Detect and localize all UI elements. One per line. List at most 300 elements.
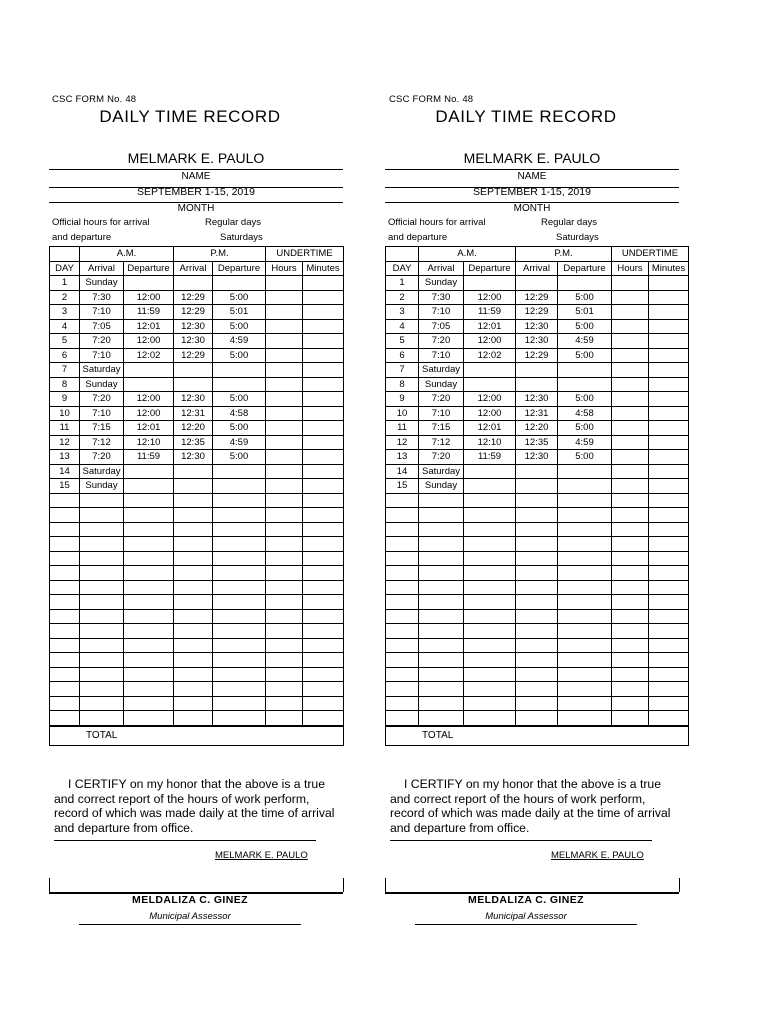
am-departure-cell: [464, 276, 516, 291]
pm-departure-cell: 5:00: [558, 290, 612, 305]
bracket-left: [49, 878, 50, 892]
minutes-cell: [303, 653, 344, 668]
am-arrival-cell: [80, 682, 124, 697]
table-row: [386, 682, 689, 697]
pm-arrival-cell: [174, 522, 213, 537]
pm-header: P.M.: [516, 247, 612, 262]
hours-cell: [612, 421, 649, 436]
regular-days-label: Regular days: [205, 217, 261, 228]
minutes-cell: [303, 479, 344, 494]
table-row: [50, 653, 344, 668]
day-cell: 12: [50, 435, 80, 450]
supervisor-name: MELDALIZA C. GINEZ: [468, 894, 584, 906]
bracket-right: [343, 878, 344, 892]
am-arrival-cell: [419, 624, 464, 639]
hours-cell: [612, 319, 649, 334]
am-arrival-cell: 7:10: [419, 348, 464, 363]
hours-cell: [266, 682, 303, 697]
pm-arrival-cell: 12:29: [516, 305, 558, 320]
hours-cell: [266, 566, 303, 581]
am-departure-cell: 12:00: [124, 334, 174, 349]
certify-line: record of which was made daily at the time of arrival: [390, 806, 671, 820]
hours-cell: [266, 493, 303, 508]
table-row: [386, 421, 689, 436]
day-cell: 7: [386, 363, 419, 378]
am-departure-cell: 12:10: [124, 435, 174, 450]
minutes-cell: [303, 319, 344, 334]
minutes-cell: [303, 363, 344, 378]
supervisor-name: MELDALIZA C. GINEZ: [132, 894, 248, 906]
hours-cell: [612, 305, 649, 320]
minutes-cell: [303, 566, 344, 581]
hours-cell: [612, 450, 649, 465]
pm-departure-cell: 4:58: [213, 406, 266, 421]
am-arrival-cell: 7:10: [80, 406, 124, 421]
am-departure-cell: 11:59: [464, 450, 516, 465]
pm-arrival-cell: 12:30: [516, 319, 558, 334]
am-departure-cell: [124, 711, 174, 726]
pm-arrival-cell: [516, 493, 558, 508]
minutes-cell: [303, 595, 344, 610]
day-cell: [386, 667, 419, 682]
pm-departure-cell: 5:00: [558, 319, 612, 334]
pm-departure-cell: [558, 551, 612, 566]
divider: [415, 924, 637, 925]
pm-departure-cell: 5:00: [558, 450, 612, 465]
minutes-cell: [649, 682, 689, 697]
day-cell: [386, 493, 419, 508]
pm-arrival-cell: [174, 551, 213, 566]
am-arrival-cell: [419, 667, 464, 682]
hours-cell: [266, 624, 303, 639]
pm-arrival-cell: [516, 667, 558, 682]
day-cell: 2: [386, 290, 419, 305]
pm-arrival-cell: [174, 479, 213, 494]
am-departure-cell: [124, 363, 174, 378]
table-row: [386, 551, 689, 566]
table-row: [50, 609, 344, 624]
pm-arrival-cell: 12:20: [174, 421, 213, 436]
minutes-cell: [303, 667, 344, 682]
pm-departure-cell: [213, 551, 266, 566]
am-arrival-cell: [419, 537, 464, 552]
minutes-cell: [649, 551, 689, 566]
official-hours-label: Official hours for arrival: [52, 217, 150, 228]
pm-departure-cell: [213, 595, 266, 610]
pm-arrival-cell: [516, 276, 558, 291]
pm-departure-cell: [558, 377, 612, 392]
hours-header: Hours: [612, 261, 649, 276]
employee-name: MELMARK E. PAULO: [127, 150, 265, 166]
am-departure-cell: [464, 711, 516, 726]
pm-departure-cell: 5:00: [213, 319, 266, 334]
minutes-cell: [649, 595, 689, 610]
pm-departure-cell: 5:00: [213, 348, 266, 363]
table-row: [386, 508, 689, 523]
undertime-header: UNDERTIME: [612, 247, 689, 262]
hours-cell: [612, 290, 649, 305]
day-cell: [50, 696, 80, 711]
pm-departure-cell: [213, 522, 266, 537]
day-cell: 3: [50, 305, 80, 320]
am-arrival-cell: 7:15: [80, 421, 124, 436]
am-arrival-cell: 7:30: [419, 290, 464, 305]
day-cell: [50, 682, 80, 697]
am-arrival-cell: Sunday: [80, 479, 124, 494]
hours-cell: [612, 566, 649, 581]
am-arrival-cell: [80, 624, 124, 639]
pm-arrival-cell: [174, 464, 213, 479]
pm-arrival-cell: [516, 638, 558, 653]
am-departure-header: Departure: [464, 261, 516, 276]
pm-departure-cell: [213, 566, 266, 581]
am-departure-cell: 12:10: [464, 435, 516, 450]
pm-departure-cell: 5:00: [558, 392, 612, 407]
day-cell: 15: [50, 479, 80, 494]
am-departure-cell: 12:02: [464, 348, 516, 363]
pm-arrival-cell: [516, 377, 558, 392]
am-arrival-cell: [419, 638, 464, 653]
pm-departure-cell: [558, 276, 612, 291]
am-arrival-cell: [419, 566, 464, 581]
signature-line: [390, 840, 652, 841]
hours-cell: [612, 595, 649, 610]
am-departure-cell: 12:00: [464, 290, 516, 305]
pm-departure-cell: [558, 609, 612, 624]
minutes-header: Minutes: [303, 261, 344, 276]
pm-arrival-header: Arrival: [174, 261, 213, 276]
pm-arrival-cell: 12:30: [174, 450, 213, 465]
am-arrival-cell: Saturday: [419, 464, 464, 479]
pm-departure-cell: [213, 624, 266, 639]
minutes-cell: [303, 537, 344, 552]
minutes-cell: [649, 493, 689, 508]
pm-departure-cell: [213, 363, 266, 378]
pm-departure-cell: [558, 522, 612, 537]
table-header-row: [50, 247, 344, 262]
am-arrival-cell: [419, 682, 464, 697]
am-arrival-cell: Sunday: [80, 276, 124, 291]
am-arrival-cell: [419, 580, 464, 595]
minutes-cell: [303, 290, 344, 305]
minutes-cell: [649, 435, 689, 450]
pm-departure-cell: [213, 682, 266, 697]
saturdays-label: Saturdays: [220, 232, 263, 243]
certify-line: and correct report of the hours of work perform,: [54, 791, 310, 806]
day-cell: 5: [50, 334, 80, 349]
day-cell: 6: [386, 348, 419, 363]
pm-arrival-cell: [174, 711, 213, 726]
pm-departure-cell: 4:58: [558, 406, 612, 421]
hours-cell: [612, 580, 649, 595]
pm-departure-cell: 4:59: [558, 334, 612, 349]
minutes-cell: [303, 508, 344, 523]
am-departure-cell: [124, 276, 174, 291]
supervisor-position: Municipal Assessor: [485, 911, 567, 922]
pm-departure-cell: [558, 566, 612, 581]
pm-arrival-cell: 12:30: [174, 334, 213, 349]
day-cell: 14: [386, 464, 419, 479]
day-cell: [386, 682, 419, 697]
table-row: [386, 392, 689, 407]
table-row: [386, 435, 689, 450]
table-row: [386, 290, 689, 305]
day-cell: 11: [386, 421, 419, 436]
pm-arrival-cell: [516, 609, 558, 624]
minutes-cell: [649, 479, 689, 494]
day-cell: [50, 580, 80, 595]
pm-departure-cell: 5:00: [213, 392, 266, 407]
table-subheader-row: [386, 261, 689, 276]
day-cell: [50, 566, 80, 581]
table-row: [386, 609, 689, 624]
am-departure-cell: 12:00: [124, 406, 174, 421]
day-cell: [386, 537, 419, 552]
name-caption: NAME: [517, 171, 547, 182]
am-arrival-cell: [419, 609, 464, 624]
table-row: [386, 595, 689, 610]
am-arrival-cell: 7:30: [80, 290, 124, 305]
am-departure-cell: 12:01: [464, 421, 516, 436]
hours-cell: [612, 464, 649, 479]
hours-cell: [266, 479, 303, 494]
am-arrival-cell: [80, 537, 124, 552]
hours-cell: [266, 551, 303, 566]
table-row: [50, 305, 344, 320]
day-cell: [50, 711, 80, 726]
pm-arrival-cell: 12:29: [174, 305, 213, 320]
divider: [49, 169, 343, 170]
am-departure-cell: 12:00: [464, 406, 516, 421]
am-departure-cell: [464, 522, 516, 537]
am-arrival-cell: [80, 508, 124, 523]
hours-cell: [612, 522, 649, 537]
pm-arrival-cell: [516, 522, 558, 537]
minutes-cell: [303, 580, 344, 595]
day-cell: 13: [50, 450, 80, 465]
minutes-cell: [303, 334, 344, 349]
am-departure-cell: [464, 377, 516, 392]
pm-departure-cell: [213, 580, 266, 595]
total-label: TOTAL: [50, 726, 344, 746]
table-row: [50, 493, 344, 508]
certify-line: I CERTIFY on my honor that the above is a true: [404, 777, 661, 791]
pm-departure-cell: [213, 696, 266, 711]
official-hours-label-2: and departure: [388, 232, 448, 243]
pm-departure-cell: [213, 276, 266, 291]
table-row: [386, 537, 689, 552]
period: SEPTEMBER 1-15, 2019: [473, 186, 591, 198]
minutes-cell: [303, 377, 344, 392]
am-arrival-cell: 7:20: [80, 450, 124, 465]
day-cell: [50, 551, 80, 566]
table-row: [50, 537, 344, 552]
minutes-cell: [649, 334, 689, 349]
minutes-cell: [649, 667, 689, 682]
hours-cell: [266, 319, 303, 334]
month-caption: MONTH: [513, 203, 551, 214]
am-arrival-cell: [80, 696, 124, 711]
am-departure-cell: [464, 551, 516, 566]
saturdays-label: Saturdays: [556, 232, 599, 243]
pm-departure-cell: [558, 638, 612, 653]
day-cell: [386, 522, 419, 537]
day-cell: 10: [50, 406, 80, 421]
am-departure-cell: [124, 667, 174, 682]
regular-days-label: Regular days: [541, 217, 597, 228]
day-cell: [386, 595, 419, 610]
am-departure-cell: [464, 464, 516, 479]
pm-arrival-cell: [174, 667, 213, 682]
pm-arrival-cell: 12:30: [516, 334, 558, 349]
pm-arrival-cell: [516, 566, 558, 581]
pm-arrival-cell: [174, 609, 213, 624]
pm-departure-header: Departure: [213, 261, 266, 276]
am-departure-cell: 12:00: [464, 334, 516, 349]
am-arrival-cell: 7:15: [419, 421, 464, 436]
pm-departure-cell: [558, 508, 612, 523]
day-cell: 2: [50, 290, 80, 305]
employee-signature-name: MELMARK E. PAULO: [215, 850, 308, 861]
time-record-table: [385, 246, 689, 746]
am-departure-cell: [124, 522, 174, 537]
pm-departure-header: Departure: [558, 261, 612, 276]
day-cell: 10: [386, 406, 419, 421]
pm-arrival-cell: 12:29: [174, 348, 213, 363]
table-row: [386, 464, 689, 479]
official-hours-label: Official hours for arrival: [388, 217, 486, 228]
certify-line: and correct report of the hours of work perform,: [390, 791, 646, 806]
minutes-cell: [649, 653, 689, 668]
minutes-cell: [649, 421, 689, 436]
table-body: [50, 276, 344, 726]
table-row: [386, 667, 689, 682]
am-arrival-cell: Sunday: [419, 377, 464, 392]
certification-text: [390, 777, 680, 835]
hours-cell: [266, 348, 303, 363]
hours-cell: [266, 580, 303, 595]
minutes-cell: [649, 566, 689, 581]
pm-arrival-cell: [516, 464, 558, 479]
month-caption: MONTH: [177, 203, 215, 214]
am-departure-cell: [464, 638, 516, 653]
table-row: [50, 566, 344, 581]
minutes-cell: [649, 392, 689, 407]
minutes-cell: [649, 377, 689, 392]
table-row: [50, 290, 344, 305]
hours-cell: [612, 276, 649, 291]
pm-arrival-header: Arrival: [516, 261, 558, 276]
minutes-cell: [303, 696, 344, 711]
table-header-row: [386, 247, 689, 262]
table-row: [386, 638, 689, 653]
pm-departure-cell: 4:59: [558, 435, 612, 450]
table-row: [50, 450, 344, 465]
certify-line: and departure from office.: [54, 820, 194, 835]
hours-cell: [612, 392, 649, 407]
hours-cell: [266, 711, 303, 726]
minutes-cell: [649, 522, 689, 537]
hours-cell: [266, 276, 303, 291]
pm-departure-cell: 5:00: [213, 290, 266, 305]
hours-cell: [612, 682, 649, 697]
name-caption: NAME: [181, 171, 211, 182]
day-cell: [386, 609, 419, 624]
pm-arrival-cell: [516, 363, 558, 378]
pm-arrival-cell: [174, 624, 213, 639]
pm-departure-cell: [213, 493, 266, 508]
pm-arrival-cell: [516, 580, 558, 595]
am-arrival-cell: 7:05: [419, 319, 464, 334]
minutes-cell: [303, 435, 344, 450]
am-departure-cell: [124, 479, 174, 494]
pm-departure-cell: 5:00: [558, 348, 612, 363]
hours-cell: [266, 537, 303, 552]
pm-departure-cell: [213, 667, 266, 682]
hours-cell: [266, 696, 303, 711]
minutes-cell: [649, 609, 689, 624]
day-cell: [386, 696, 419, 711]
pm-arrival-cell: 12:29: [174, 290, 213, 305]
am-departure-cell: [464, 609, 516, 624]
pm-arrival-cell: 12:30: [174, 319, 213, 334]
pm-arrival-cell: 12:29: [516, 348, 558, 363]
hours-cell: [612, 638, 649, 653]
am-arrival-cell: Saturday: [419, 363, 464, 378]
table-row: [386, 580, 689, 595]
table-row: [50, 696, 344, 711]
am-arrival-cell: [419, 595, 464, 610]
pm-departure-cell: [558, 624, 612, 639]
pm-departure-cell: 5:01: [558, 305, 612, 320]
minutes-cell: [649, 624, 689, 639]
hours-header: Hours: [266, 261, 303, 276]
day-cell: [50, 667, 80, 682]
hours-cell: [612, 508, 649, 523]
pm-departure-cell: [558, 595, 612, 610]
table-row: [386, 363, 689, 378]
table-row: [50, 406, 344, 421]
pm-arrival-cell: [174, 653, 213, 668]
am-departure-cell: [464, 566, 516, 581]
hours-cell: [612, 551, 649, 566]
am-arrival-cell: Sunday: [419, 276, 464, 291]
day-cell: 9: [50, 392, 80, 407]
day-cell: 1: [386, 276, 419, 291]
pm-departure-cell: [213, 377, 266, 392]
am-departure-cell: [124, 537, 174, 552]
am-departure-cell: [124, 508, 174, 523]
table-row: [50, 435, 344, 450]
am-arrival-cell: Saturday: [80, 363, 124, 378]
table-row: [50, 580, 344, 595]
pm-departure-cell: 5:01: [213, 305, 266, 320]
bracket-right: [679, 878, 680, 892]
minutes-cell: [303, 624, 344, 639]
total-row: [50, 726, 344, 746]
am-arrival-cell: 7:12: [80, 435, 124, 450]
pm-departure-cell: [213, 653, 266, 668]
am-departure-cell: [464, 667, 516, 682]
day-cell: 14: [50, 464, 80, 479]
table-row: [386, 479, 689, 494]
minutes-cell: [649, 363, 689, 378]
day-cell: 11: [50, 421, 80, 436]
pm-departure-cell: [558, 696, 612, 711]
hours-cell: [266, 377, 303, 392]
day-cell: 15: [386, 479, 419, 494]
am-departure-cell: [124, 566, 174, 581]
